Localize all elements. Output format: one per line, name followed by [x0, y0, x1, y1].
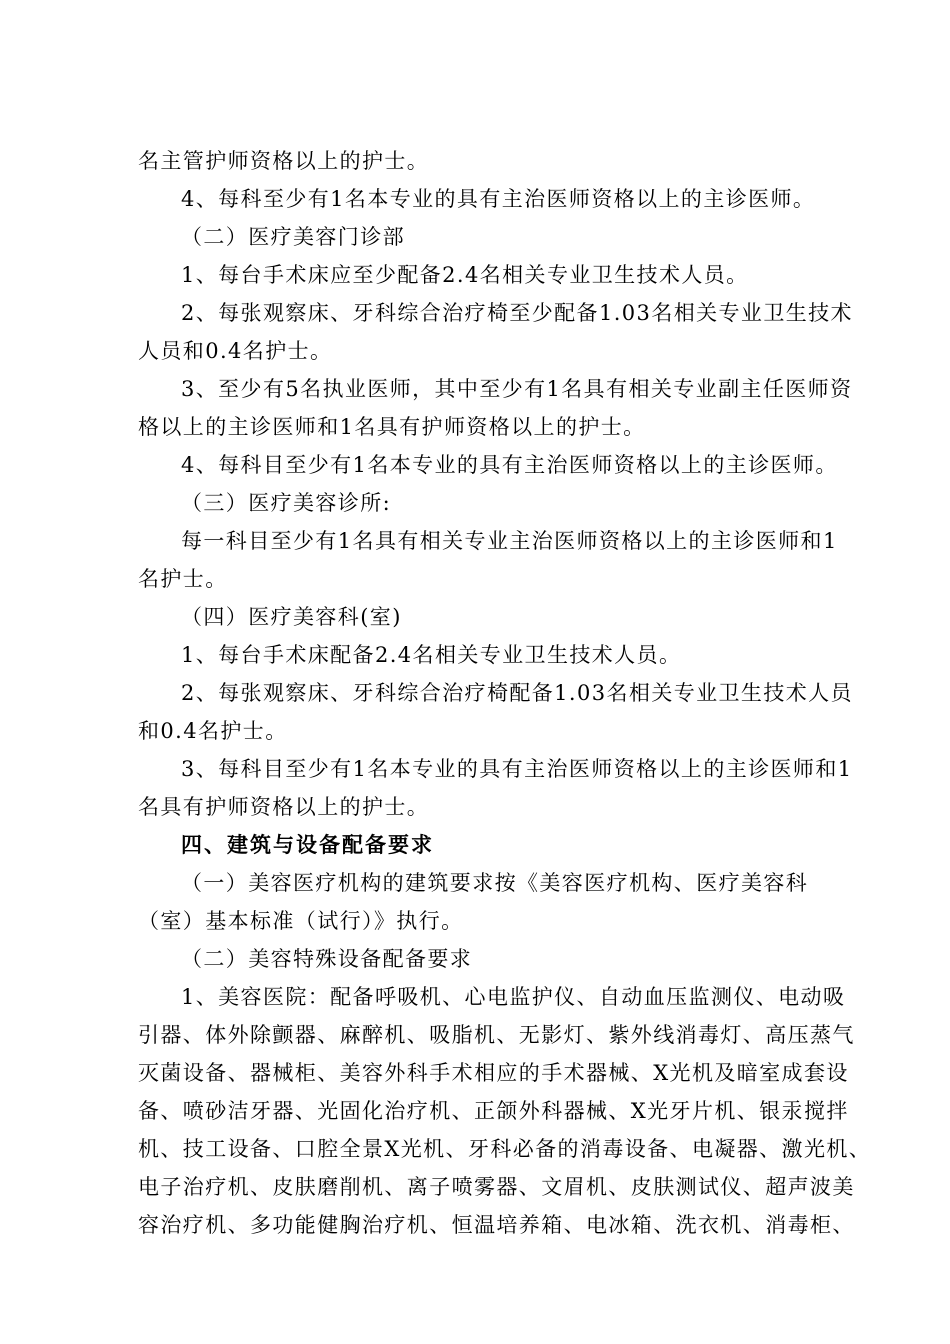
- chapter-heading: 四、建筑与设备配备要求: [181, 832, 434, 857]
- section-heading: （二）美容特殊设备配备要求: [181, 947, 473, 971]
- text-line: （室）基本标准（试行）》执行。: [138, 909, 464, 933]
- section-heading: （二）医疗美容门诊部: [181, 225, 405, 249]
- text-line: 格以上的主诊医师和1名具有护师资格以上的护士。: [138, 415, 646, 439]
- text-line: 引器、体外除颤器、麻醉机、吸脂机、无影灯、紫外线消毒灯、高压蒸气: [138, 1023, 855, 1047]
- text-line: 机、技工设备、口腔全景X光机、牙科必备的消毒设备、电凝器、激光机、: [138, 1137, 872, 1161]
- text-line: （一）美容医疗机构的建筑要求按《美容医疗机构、医疗美容科: [181, 871, 809, 895]
- text-line: 电子治疗机、皮肤磨削机、离子喷雾器、文眉机、皮肤测试仪、超声波美: [138, 1175, 855, 1199]
- text-line: 灭菌设备、器械柜、美容外科手术相应的手术器械、X光机及暗室成套设: [138, 1061, 849, 1085]
- text-line: 名主管护师资格以上的护士。: [138, 149, 430, 173]
- text-line: 2、每张观察床、牙科综合治疗椅至少配备1.03名相关专业卫生技术: [181, 301, 853, 325]
- text-line: 名护士。: [138, 567, 228, 591]
- text-line: 1、每台手术床应至少配备2.4名相关专业卫生技术人员。: [181, 263, 749, 287]
- section-heading: （四）医疗美容科(室): [181, 605, 402, 629]
- text-line: 4、每科目至少有1名本专业的具有主治医师资格以上的主诊医师。: [181, 453, 838, 477]
- text-line: 1、美容医院：配备呼吸机、心电监护仪、自动血压监测仪、电动吸: [181, 985, 846, 1009]
- text-line: 3、至少有5名执业医师，其中至少有1名具有相关专业副主任医师资: [181, 377, 853, 401]
- text-line: 容治疗机、多功能健胸治疗机、恒温培养箱、电冰箱、洗衣机、消毒柜、: [138, 1213, 855, 1237]
- text-line: 每一科目至少有1名具有相关专业主治医师资格以上的主诊医师和1: [181, 529, 838, 553]
- text-line: 名具有护师资格以上的护士。: [138, 795, 430, 819]
- text-line: 3、每科目至少有1名本专业的具有主治医师资格以上的主诊医师和1: [181, 757, 853, 781]
- text-line: 人员和0.4名护士。: [138, 339, 333, 363]
- text-line: 1、每台手术床配备2.4名相关专业卫生技术人员。: [181, 643, 682, 667]
- section-heading: （三）医疗美容诊所:: [181, 491, 392, 515]
- text-line: 4、每科至少有1名本专业的具有主治医师资格以上的主诊医师。: [181, 187, 816, 211]
- text-line: 和0.4名护士。: [138, 719, 288, 743]
- text-line: 2、每张观察床、牙科综合治疗椅配备1.03名相关专业卫生技术人员: [181, 681, 853, 705]
- text-line: 备、喷砂洁牙器、光固化治疗机、正颌外科器械、X光牙片机、银汞搅拌: [138, 1099, 849, 1123]
